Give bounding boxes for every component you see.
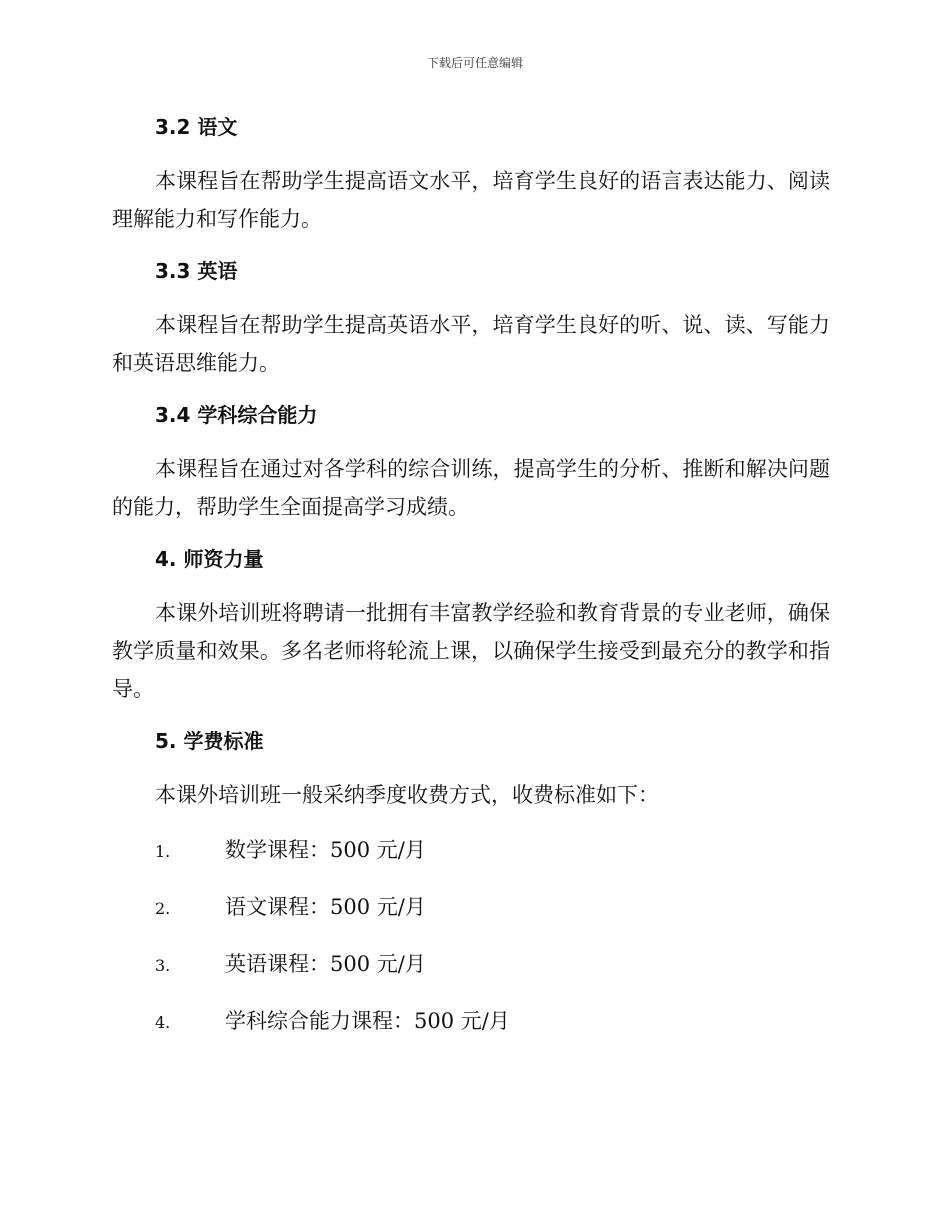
section-body-chinese: 本课程旨在帮助学生提高语文水平，培育学生良好的语言表达能力、阅读理解能力和写作能力。 (112, 169, 830, 231)
list-item-text: 英语课程：500 元/月 (225, 952, 426, 976)
page-header: 下载后可任意编辑 (426, 56, 523, 70)
section-body-teachers: 本课外培训班将聘请一批拥有丰富教学经验和教育背景的专业老师，确保教学质量和效果。多名老师将轮流上课，以确保学生接受到最充分的教学和指导。 (112, 601, 830, 701)
list-item-text: 语文课程：500 元/月 (225, 895, 426, 919)
list-item-number: 3. (155, 956, 171, 975)
list-item-text: 学科综合能力课程：500 元/月 (225, 1009, 510, 1033)
list-item (112, 831, 830, 871)
section-heading-fees: 5. 学费标准 (155, 729, 264, 753)
list-item-number: 1. (155, 842, 171, 861)
list-item (112, 1002, 830, 1042)
section-heading-english: 3.3 英语 (155, 259, 238, 283)
section-heading-comprehensive: 3.4 学科综合能力 (155, 403, 318, 427)
list-item-number: 2. (155, 899, 171, 918)
section-heading-chinese: 3.2 语文 (155, 115, 238, 139)
list-item (112, 888, 830, 928)
document-body (112, 108, 830, 1042)
section-body-english: 本课程旨在帮助学生提高英语水平，培育学生良好的听、说、读、写能力和英语思维能力。 (112, 313, 830, 375)
list-item (112, 945, 830, 985)
section-heading-teachers: 4. 师资力量 (155, 547, 264, 571)
section-body-fees: 本课外培训班一般采纳季度收费方式，收费标准如下： (155, 783, 659, 807)
list-item-number: 4. (155, 1013, 171, 1032)
section-body-comprehensive: 本课程旨在通过对各学科的综合训练，提高学生的分析、推断和解决问题的能力，帮助学生全面提高学习成绩。 (112, 457, 830, 519)
list-item-text: 数学课程：500 元/月 (225, 838, 426, 862)
